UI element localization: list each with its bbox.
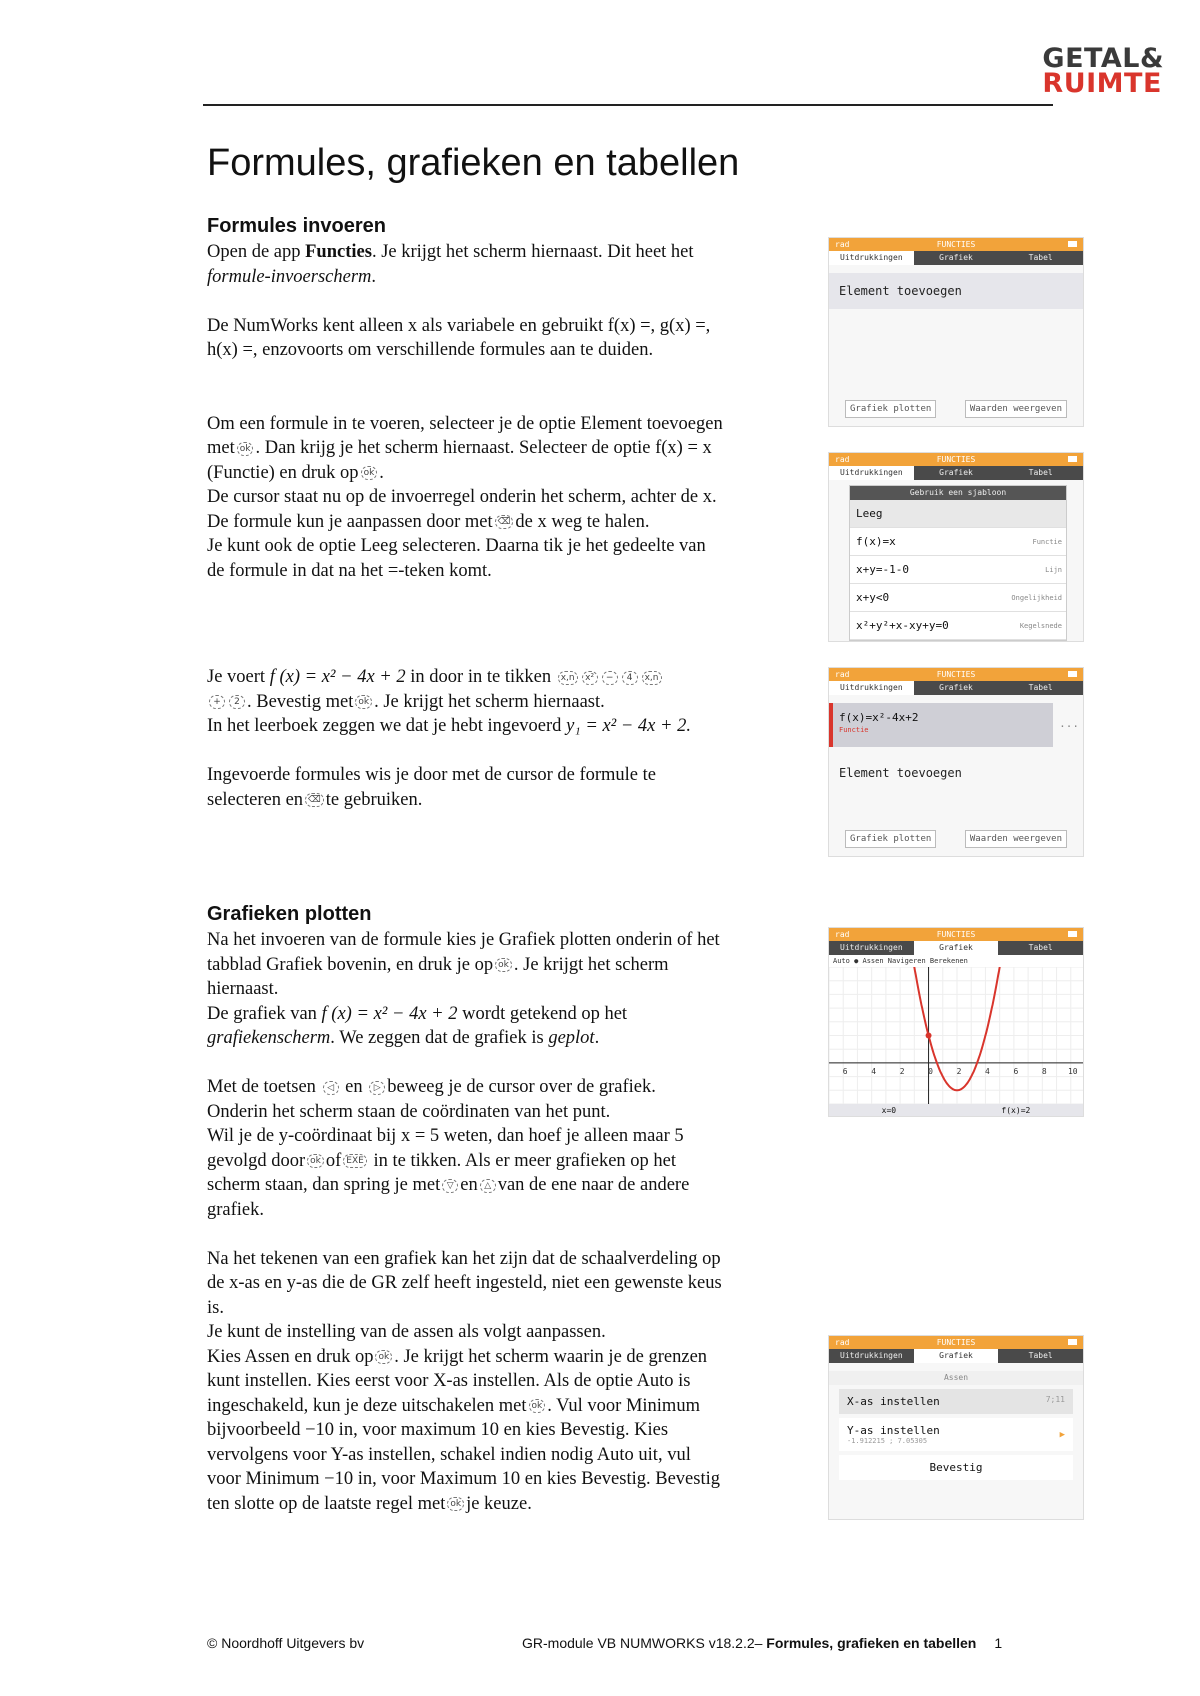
line: Wil je de y-coördinaat bij x = 5 weten, dan hoef je alleen maar 5 [207,1126,684,1146]
text: in te tikken. Als er meer grafieken op het [373,1150,677,1171]
plus-key-icon: + [209,695,225,709]
line: is. [207,1297,224,1318]
spacer [207,387,807,412]
calc-button-row [845,830,1067,848]
element-toevoegen-row[interactable]: Element toevoegen [829,755,1083,791]
calc-tabs [829,466,1083,480]
item-type: Kegelsnede [1019,622,1062,630]
tab-uitdrukkingen[interactable]: Uitdrukkingen [829,251,914,265]
line [207,953,807,978]
x-tick-label: 8 [1041,1066,1047,1076]
tab-tabel[interactable]: Tabel [1028,943,1053,952]
tab-grafiek[interactable]: Grafiek [939,683,973,692]
x-tick-label: 4 [985,1066,990,1076]
function-formula: f(x)=x²-4x+2 [839,711,919,724]
text: selecteren en [207,789,304,810]
line: bijvoorbeeld −10 in, voor maximum 10 en kies Bevestig. Kies [207,1420,669,1440]
line [207,1173,807,1198]
text: (Functie) en druk op [207,462,359,483]
section1-body-2 [207,665,807,812]
spacer [207,1222,807,1247]
para-wissen-1: Ingevoerde formules wis je door met de cursor de formule te [207,765,656,785]
grafiek-plotten-button[interactable]: Grafiek plotten [845,830,936,848]
para-tikken-1 [207,665,807,690]
calc-tabs [829,681,1083,695]
text: Met de toetsen [207,1077,316,1097]
para-tikken-2 [207,690,807,715]
coord-y: f(x)=2 [1001,1106,1031,1115]
line: Onderin het scherm staan de coördinaten van het punt. [207,1101,611,1122]
spacer [207,363,807,388]
bevestig-button[interactable]: Bevestig [839,1455,1073,1480]
spacer [207,1051,807,1076]
template-item-leeg[interactable] [850,500,1066,528]
line: vervolgens voor Y-as instellen, schakel indien nodig Auto uit, vul [207,1444,691,1465]
calc-topbar [829,238,1083,251]
y-as-instellen-row[interactable] [839,1418,1073,1451]
text: tabblad Grafiek bovenin, en druk je op [207,954,494,975]
calc-app-title: FUNCTIES [936,670,976,679]
two-key-icon: 2 [229,695,245,709]
chevron-right-icon: ▶ [1059,1430,1065,1440]
text: en [460,1175,478,1195]
footer-copyright: © Noordhoff Uitgevers bv [207,1635,365,1651]
tab-uitdrukkingen[interactable]: Uitdrukkingen [829,681,914,695]
calculator-screen-formule-invoer [828,237,1084,427]
item-label: f(x)=x [856,535,896,548]
para-invoer-2 [207,436,807,461]
tab-grafiek[interactable]: Grafiek [939,253,973,262]
calc-app-title: FUNCTIES [936,455,976,464]
para-invoer-1: Om een formule in te voeren, selecteer je de optie Element toevoegen [207,413,723,434]
item-label: x+y<0 [856,591,890,604]
xn-key-icon: x,n [558,671,578,685]
row-label: Y-as instellen [847,1424,940,1437]
template-item-kegelsnede[interactable] [850,612,1066,640]
graph-svg [829,967,1084,1104]
line: Na het invoeren van de formule kies je Grafiek plotten onderin of het [207,930,720,950]
tab-uitdrukkingen[interactable]: Uitdrukkingen [840,1351,903,1360]
waarden-weergeven-button[interactable]: Waarden weergeven [965,400,1067,418]
ok-key-icon: ok [237,442,254,456]
item-label: x+y=-1-0 [856,563,909,576]
text: Je voert [207,667,266,687]
function-type: Functie [839,726,869,734]
line: grafiek. [207,1199,265,1220]
line: grafiekenscherm. We zeggen dat de grafiek is geplot. [207,1028,600,1048]
grafiek-plotten-button[interactable]: Grafiek plotten [845,400,936,418]
up-arrow-key-icon: △ [480,1179,496,1193]
x-tick-label: 0 [928,1066,933,1076]
line [207,1394,807,1419]
four-key-icon: 4 [622,671,638,685]
function-row[interactable] [829,703,1079,747]
template-popup [849,485,1067,641]
cursor-point [926,1033,932,1039]
text: . Bevestig met [247,691,354,712]
footer-module [522,1635,1002,1651]
graph-plot[interactable] [829,967,1083,1104]
page-number: 1 [994,1635,1003,1651]
logo-line-2: RUIMTE [1042,68,1162,99]
backspace-key-icon: ⌫ [305,793,324,807]
ok-key-icon: ok [495,958,512,972]
item-type: Lijn [1045,566,1062,574]
calc-app-title: FUNCTIES [936,930,976,939]
text: . Je krijgt het scherm waarin je de grenzen [394,1346,708,1367]
text: of [325,1150,342,1171]
item-label: Leeg [856,507,883,520]
calc-topbar [829,928,1083,941]
x-tick-label: 4 [871,1066,877,1076]
battery-icon [1068,241,1077,247]
template-item-ongelijkheid[interactable] [850,584,1066,612]
line: voor Minimum −10 in, voor Maximum 10 en kies Bevestig. Bevestig [207,1469,720,1489]
line [207,1345,807,1370]
para-intro-2: formule-invoerscherm. [207,266,377,287]
para-variables-2: h(x) =, enzovoorts om verschillende formules aan te duiden. [207,340,654,360]
header-rule [203,104,1053,106]
square-key-icon: x² [582,671,598,685]
calculator-screen-grafiek [828,927,1084,1117]
calc-app-title: FUNCTIES [936,1338,976,1347]
text: de x weg te halen. [515,511,650,532]
para-invoer-5 [207,510,807,535]
tab-uitdrukkingen[interactable]: Uitdrukkingen [840,943,903,952]
line [207,1002,807,1027]
para-wissen-2 [207,788,807,813]
footer-chapter: Formules, grafieken en tabellen [766,1635,977,1651]
ok-key-icon: ok [447,1497,464,1511]
row-value: 7;11 [1045,1395,1065,1404]
angle-mode: rad [835,1338,850,1347]
x-tick-label: 6 [1013,1066,1019,1076]
spacer [207,739,807,764]
section-heading-formules: Formules invoeren [207,215,386,237]
text: ingeschakeld, kun je deze uitschakelen met [207,1395,527,1416]
term: geplot [548,1028,595,1048]
waarden-weergeven-button[interactable]: Waarden weergeven [965,830,1067,848]
line: de x-as en y-as die de GR zelf heeft ingesteld, niet een gewenste keus [207,1273,722,1293]
ok-key-icon: ok [361,466,378,480]
text: . Vul voor Minimum [547,1395,700,1416]
battery-icon [1068,1339,1077,1345]
text: . Je krijgt het scherm [513,954,669,975]
para-invoer-6: Je kunt ook de optie Leeg selecteren. Daarna tik je het gedeelte van [207,536,706,556]
calc-tabs [829,941,1083,955]
term: grafiekenscherm [207,1028,331,1048]
section2-body [207,928,807,1516]
calculator-screen-sjabloon [828,452,1084,642]
term: formule-invoerscherm [207,266,372,287]
line [207,1492,807,1517]
graph-toolbar[interactable]: Auto ● Assen Navigeren Berekenen [829,955,1083,967]
text: te gebruiken. [325,789,423,810]
ok-key-icon: ok [375,1350,392,1364]
para-invoer-4: De cursor staat nu op de invoerregel onderin het scherm, achter de x. [207,487,717,507]
x-tick-label: 6 [842,1066,848,1076]
right-arrow-key-icon: ▷ [369,1081,385,1095]
item-type: Ongelijkheid [1011,594,1062,602]
battery-icon [1068,671,1077,677]
template-item-functie[interactable] [850,528,1066,556]
text: . We zeggen dat de grafiek is [330,1028,549,1048]
calculator-screen-assen [828,1335,1084,1520]
ok-key-icon: ok [307,1154,324,1168]
line: hiernaast. [207,979,279,999]
angle-mode: rad [835,240,850,249]
text: . Je krijgt het scherm hiernaast. Dit heet het [371,242,694,262]
battery-icon [1068,931,1077,937]
app-name: Functies [305,242,372,262]
para-tikken-3 [207,714,807,739]
tab-uitdrukkingen[interactable]: Uitdrukkingen [829,466,914,480]
text: . Je krijgt het scherm hiernaast. [374,691,605,712]
para-variables-1: De NumWorks kent alleen x als variabele en gebruikt f(x) =, g(x) =, [207,315,711,336]
coord-x: x=0 [881,1106,897,1115]
spacer [207,289,807,314]
item-label: x²+y²+x-xy+y=0 [856,619,949,632]
text: met [207,438,235,458]
item-type: Functie [1032,538,1062,546]
text: scherm staan, dan spring je met [207,1175,441,1195]
more-options-icon[interactable]: ... [1059,717,1079,730]
graph-coordinates [829,1104,1083,1117]
text: In het leerboek zeggen we dat je hebt ingevoerd [207,716,562,736]
x-as-instellen-row[interactable] [839,1389,1073,1414]
down-arrow-key-icon: ▽ [442,1179,458,1193]
backspace-key-icon: ⌫ [495,515,514,529]
text: De grafiek van [207,1003,317,1024]
ok-key-icon: ok [529,1399,546,1413]
text: . Dan krijg je het scherm hiernaast. Selecteer de optie f(x) = x [255,438,712,458]
calc-button-row [845,400,1067,418]
angle-mode: rad [835,670,850,679]
calc-tabs [829,251,1083,265]
section-heading-grafieken: Grafieken plotten [207,903,372,925]
tab-grafiek[interactable]: Grafiek [914,1349,999,1363]
section1-body [207,240,807,583]
line: kunt instellen. Kies eerst voor X-as instellen. Als de optie Auto is [207,1371,691,1391]
row-value: -1.912215 ; 7.05305 [847,1437,928,1445]
calc-topbar [829,668,1083,681]
calc-topbar [829,453,1083,466]
x-tick-label: 2 [956,1066,962,1076]
tab-tabel[interactable]: Tabel [1028,253,1053,262]
page-title: Formules, grafieken en tabellen [207,142,740,184]
angle-mode: rad [835,930,850,939]
text: De formule kun je aanpassen door met [207,511,493,532]
angle-mode: rad [835,455,850,464]
text: Open de app [207,242,306,262]
tab-tabel[interactable]: Tabel [1028,468,1053,477]
text: van de ene naar de andere [497,1175,690,1195]
row-label: X-as instellen [847,1395,940,1408]
line [207,1149,807,1174]
footer-module-name: GR-module VB NUMWORKS v18.2.2– [522,1635,767,1651]
calc-tabs [829,1349,1083,1363]
calc-topbar [829,1336,1083,1349]
ok-key-icon: ok [355,695,372,709]
text: ten slotte op de laatste regel met [207,1493,446,1514]
publisher-logo [1042,43,1164,99]
text: en [345,1077,363,1097]
tab-grafiek[interactable]: Grafiek [939,468,973,477]
line [207,1075,807,1100]
formula: f (x) = x² − 4x + 2 [321,1003,458,1024]
formula: f (x) = x² − 4x + 2 [269,667,406,687]
logo-line-1: GETAL& [1042,43,1164,74]
tab-tabel[interactable]: Tabel [1028,1351,1053,1360]
text: gevolgd door [207,1150,306,1171]
line: Na het tekenen van een grafiek kan het zijn dat de schaalverdeling op [207,1248,721,1269]
template-item-lijn[interactable] [850,556,1066,584]
para-invoer-3: (Functie) en druk op ok . [207,462,384,483]
calculator-screen-formule-ingevoerd [828,667,1084,857]
left-arrow-key-icon: ◁ [323,1081,339,1095]
xn-key-icon: x,n [642,671,662,685]
minus-key-icon: − [602,671,618,685]
text: Kies Assen en druk op [207,1346,374,1367]
formula: y₁ = x² − 4x + 2. [566,716,692,736]
para-intro [207,240,807,265]
para-invoer-7: de formule in dat na het =-teken komt. [207,560,492,581]
calc-app-title: FUNCTIES [936,240,976,249]
x-tick-label: 2 [899,1066,905,1076]
tab-tabel[interactable]: Tabel [1028,683,1053,692]
text: beweeg je de cursor over de grafiek. [387,1077,656,1097]
exe-key-icon: EXE [343,1154,367,1168]
popup-header: Gebruik een sjabloon [850,486,1066,500]
text: je keuze. [466,1493,532,1514]
battery-icon [1068,456,1077,462]
tab-grafiek[interactable]: Grafiek [914,941,999,955]
element-toevoegen-row[interactable]: Element toevoegen [829,273,1083,309]
line: Je kunt de instelling van de assen als volgt aanpassen. [207,1322,606,1342]
assen-header: Assen [829,1371,1083,1385]
text: wordt getekend op het [462,1003,628,1024]
x-tick-label: 10 [1067,1066,1078,1076]
text: in door in te tikken [410,667,552,687]
